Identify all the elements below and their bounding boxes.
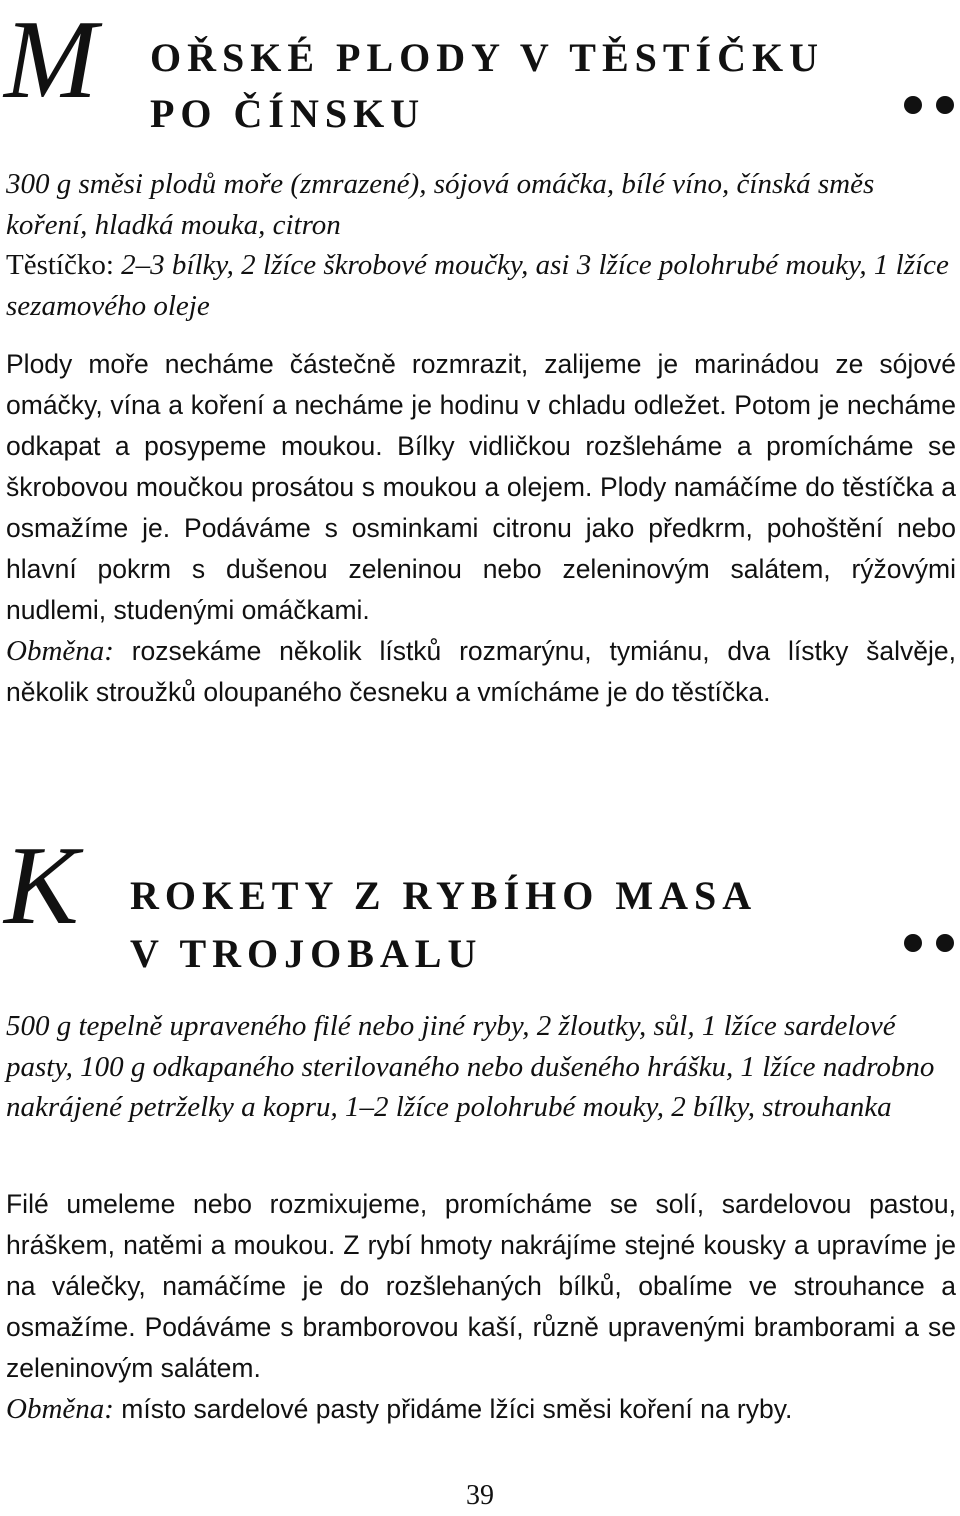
ingredients-list — [6, 1006, 956, 1128]
recipe-fish-croquettes — [0, 824, 960, 1425]
variation-text: místo sardelové pasty přidáme lžíci směsi koření na ryby. — [121, 1394, 793, 1424]
recipe-title-line-2: PO ČÍNSKU — [150, 91, 426, 136]
method-text: Filé umeleme nebo rozmixujeme, promícháme se solí, sardelovou pastou, hráškem, natěmi a moukou. Z rybí hmoty nakrájíme stejné kousky a upravíme je na válečky, namáčíme je do rozšlehaných bílků, obalíme ve strouhance a osmažíme. Podáváme s bramborovou kaší, různě upravenými bramborami a se zeleninovým salátem. — [6, 1189, 956, 1383]
recipe-seafood-batter — [0, 0, 960, 707]
ingredients-list — [6, 164, 956, 326]
drop-cap-letter: K — [4, 824, 79, 948]
variation-paragraph — [6, 1389, 956, 1430]
batter-text: 2–3 bílky, 2 lžíce škrobové moučky, asi 3 lžíce polohrubé mouky, 1 lžíce sezamového oleje — [6, 249, 949, 322]
ornament-dots-icon — [904, 934, 954, 952]
drop-cap-letter: M — [4, 0, 98, 122]
variation-paragraph — [6, 631, 956, 713]
page-number: 39 — [466, 1480, 494, 1511]
variation-text: rozsekáme několik lístků rozmarýnu, tymiánu, dva lístky šalvěje, několik stroužků oloupaného česneku a vmícháme je do těstíčka. — [6, 636, 956, 707]
recipe-title-line-1: ROKETY Z RYBÍHO MASA — [130, 873, 758, 918]
method-text: Plody moře necháme částečně rozmrazit, zalijeme je marinádou ze sójové omáčky, vína a koření a necháme je hodinu v chladu odležet. Potom je necháme odkapat a posypeme moukou. Bílky vidličkou rozšleháme a promícháme se škrobovou moučkou prosátou s moukou a olejem. Plody namáčíme do těstíčka a osmažíme je. Podáváme s osminkami citronu jako předkrm, pohoštění nebo hlavní pokrm s dušenou zeleninou nebo zeleninovým salátem, rýžovými nudlemi, studenými omáčkami. — [6, 349, 956, 625]
recipe-title-line-1: OŘSKÉ PLODY V TĚSTÍČKU — [150, 35, 825, 80]
variation-label: Obměna: — [6, 635, 114, 667]
variation-label: Obměna: — [6, 1393, 114, 1425]
recipe-title — [0, 826, 960, 976]
method-section — [6, 1184, 956, 1430]
batter-ingredients — [6, 245, 956, 326]
ornament-dots-icon — [904, 96, 954, 114]
recipe-title-line-2: V TROJOBALU — [130, 931, 483, 976]
recipe-title — [0, 0, 960, 150]
ingredients-text: 300 g směsi plodů moře (zmrazené), sójová omáčka, bílé víno, čínská směs koření, hladká mouka, citron — [6, 168, 875, 241]
batter-label: Těstíčko: — [6, 249, 114, 281]
ingredients-text: 500 g tepelně upraveného filé nebo jiné ryby, 2 žloutky, sůl, 1 lžíce sardelové pasty, 100 g odkapaného sterilovaného nebo dušeného hrášku, 1 lžíce nadrobno nakrájené petrželky a kopru, 1–2 lžíce polohrubé mouky, 2 bílky, strouhanka — [6, 1010, 935, 1123]
method-section — [6, 344, 956, 713]
